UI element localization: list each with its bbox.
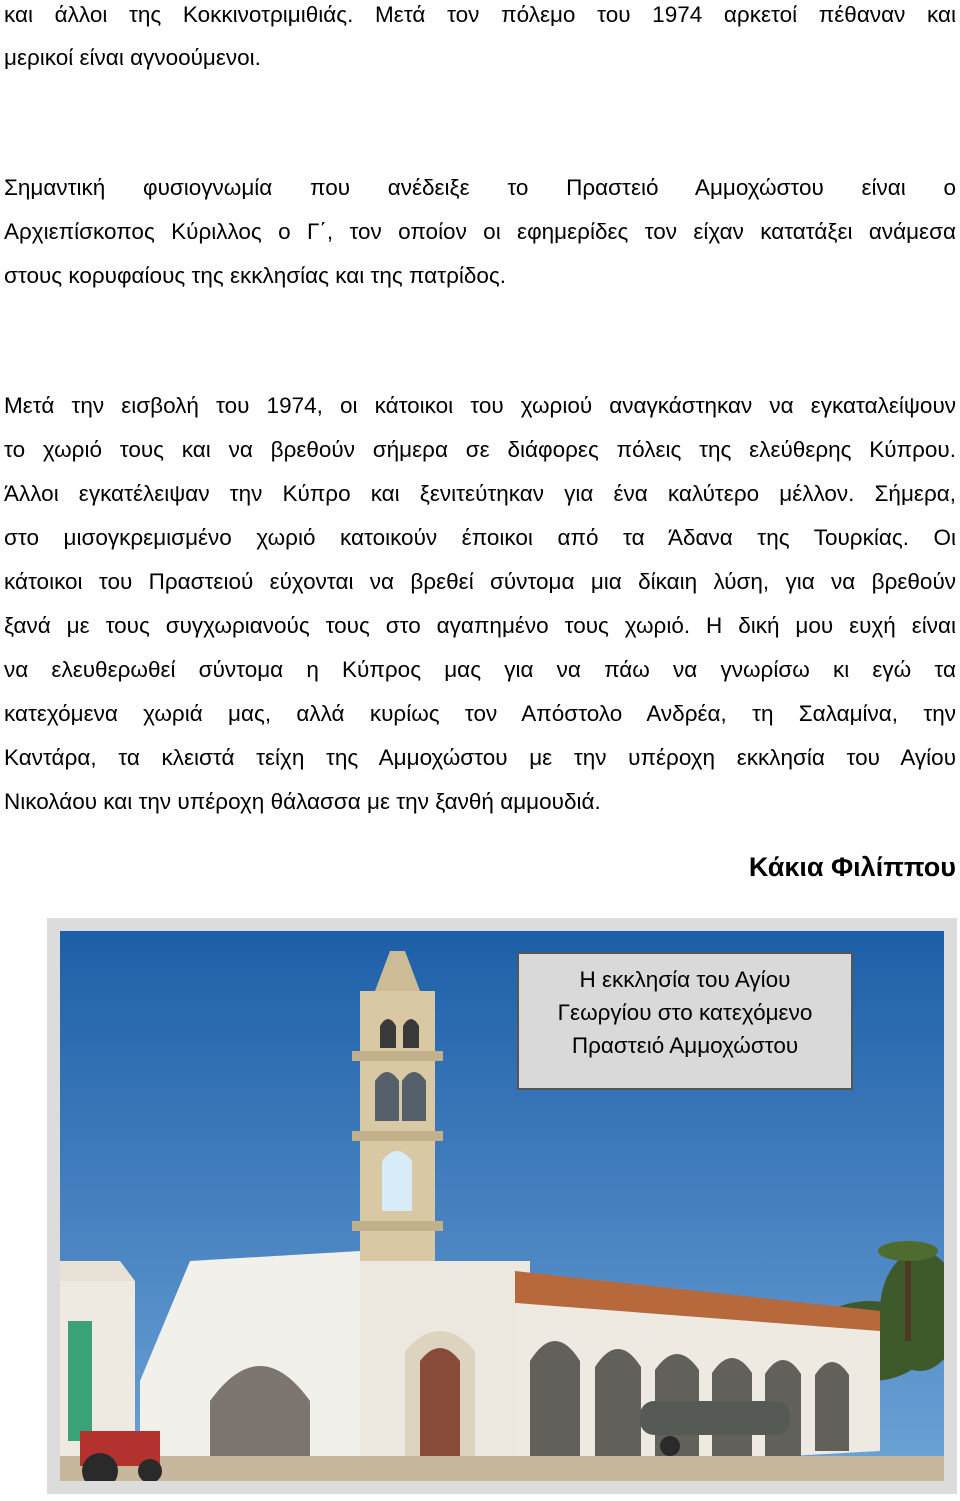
author-name: Κάκια Φιλίππου xyxy=(748,852,956,882)
paragraph-line: κάτοικοι του Πραστειού εύχονται να βρεθεί σύντομα μια δίκαιη λύση, για να βρεθούν xyxy=(4,569,956,594)
paragraph-line: και άλλοι της Κοκκινοτριμιθιάς. Μετά τον πόλεμο του 1974 αρκετοί πέθαναν και xyxy=(4,2,956,27)
photo-caption xyxy=(517,952,853,1090)
paragraph-line: το χωριό τους και να βρεθούν σήμερα σε διάφορες πόλεις της ελεύθερης Κύπρου. xyxy=(4,437,956,462)
paragraph-line: Νικολάου και την υπέροχη θάλασσα με την ξανθή αμμουδιά. xyxy=(4,789,601,814)
bell-tower xyxy=(352,951,443,1311)
paragraph-line: κατεχόμενα χωριά μας, αλλά κυρίως τον Απόστολο Ανδρέα, τη Σαλαμίνα, την xyxy=(4,701,956,726)
church-body xyxy=(140,1251,530,1471)
paragraph-line: να ελευθερωθεί σύντομα η Κύπρος μας για να πάω να γνωρίσω κι εγώ τα xyxy=(4,657,956,682)
paragraph-line: στο μισογκρεμισμένο χωριό κατοικούν έποικοι από τα Άδανα της Τουρκίας. Οι xyxy=(4,525,956,550)
paragraph-line: Αρχιεπίσκοπος Κύριλλος ο Γ΄, τον οποίον οι εφημερίδες τον είχαν κατατάξει ανάμεσα xyxy=(4,219,956,244)
ground xyxy=(60,1456,944,1481)
paragraph-line: Άλλοι εγκατέλειψαν την Κύπρο και ξενιτεύτηκαν για ένα καλύτερο μέλλον. Σήμερα, xyxy=(4,481,956,506)
paragraph-line: μερικοί είναι αγνοούμενοι. xyxy=(4,45,261,70)
caption-line: Γεωργίου στο κατεχόμενο xyxy=(557,1000,813,1025)
paragraph-line: Μετά την εισβολή του 1974, οι κάτοικοι του χωριού αναγκάστηκαν να εγκαταλείψουν xyxy=(4,393,956,418)
paragraph-line: στους κορυφαίους της εκκλησίας και της πατρίδος. xyxy=(4,263,507,288)
caption-line: Πραστειό Αμμοχώστου xyxy=(571,1033,799,1058)
caption-line: Η εκκλησία του Αγίου xyxy=(579,967,791,992)
paragraph-line: ξανά με τους συγχωριανούς τους στο αγαπημένο τους χωριό. Η δική μου ευχή είναι xyxy=(4,613,956,638)
paragraph-line: Καντάρα, τα κλειστά τείχη της Αμμοχώστου με την υπέροχη εκκλησία του Αγίου xyxy=(4,745,956,770)
paragraph-line: Σημαντική φυσιογνωμία που ανέδειξε το Πραστειό Αμμοχώστου είναι ο xyxy=(4,175,956,200)
